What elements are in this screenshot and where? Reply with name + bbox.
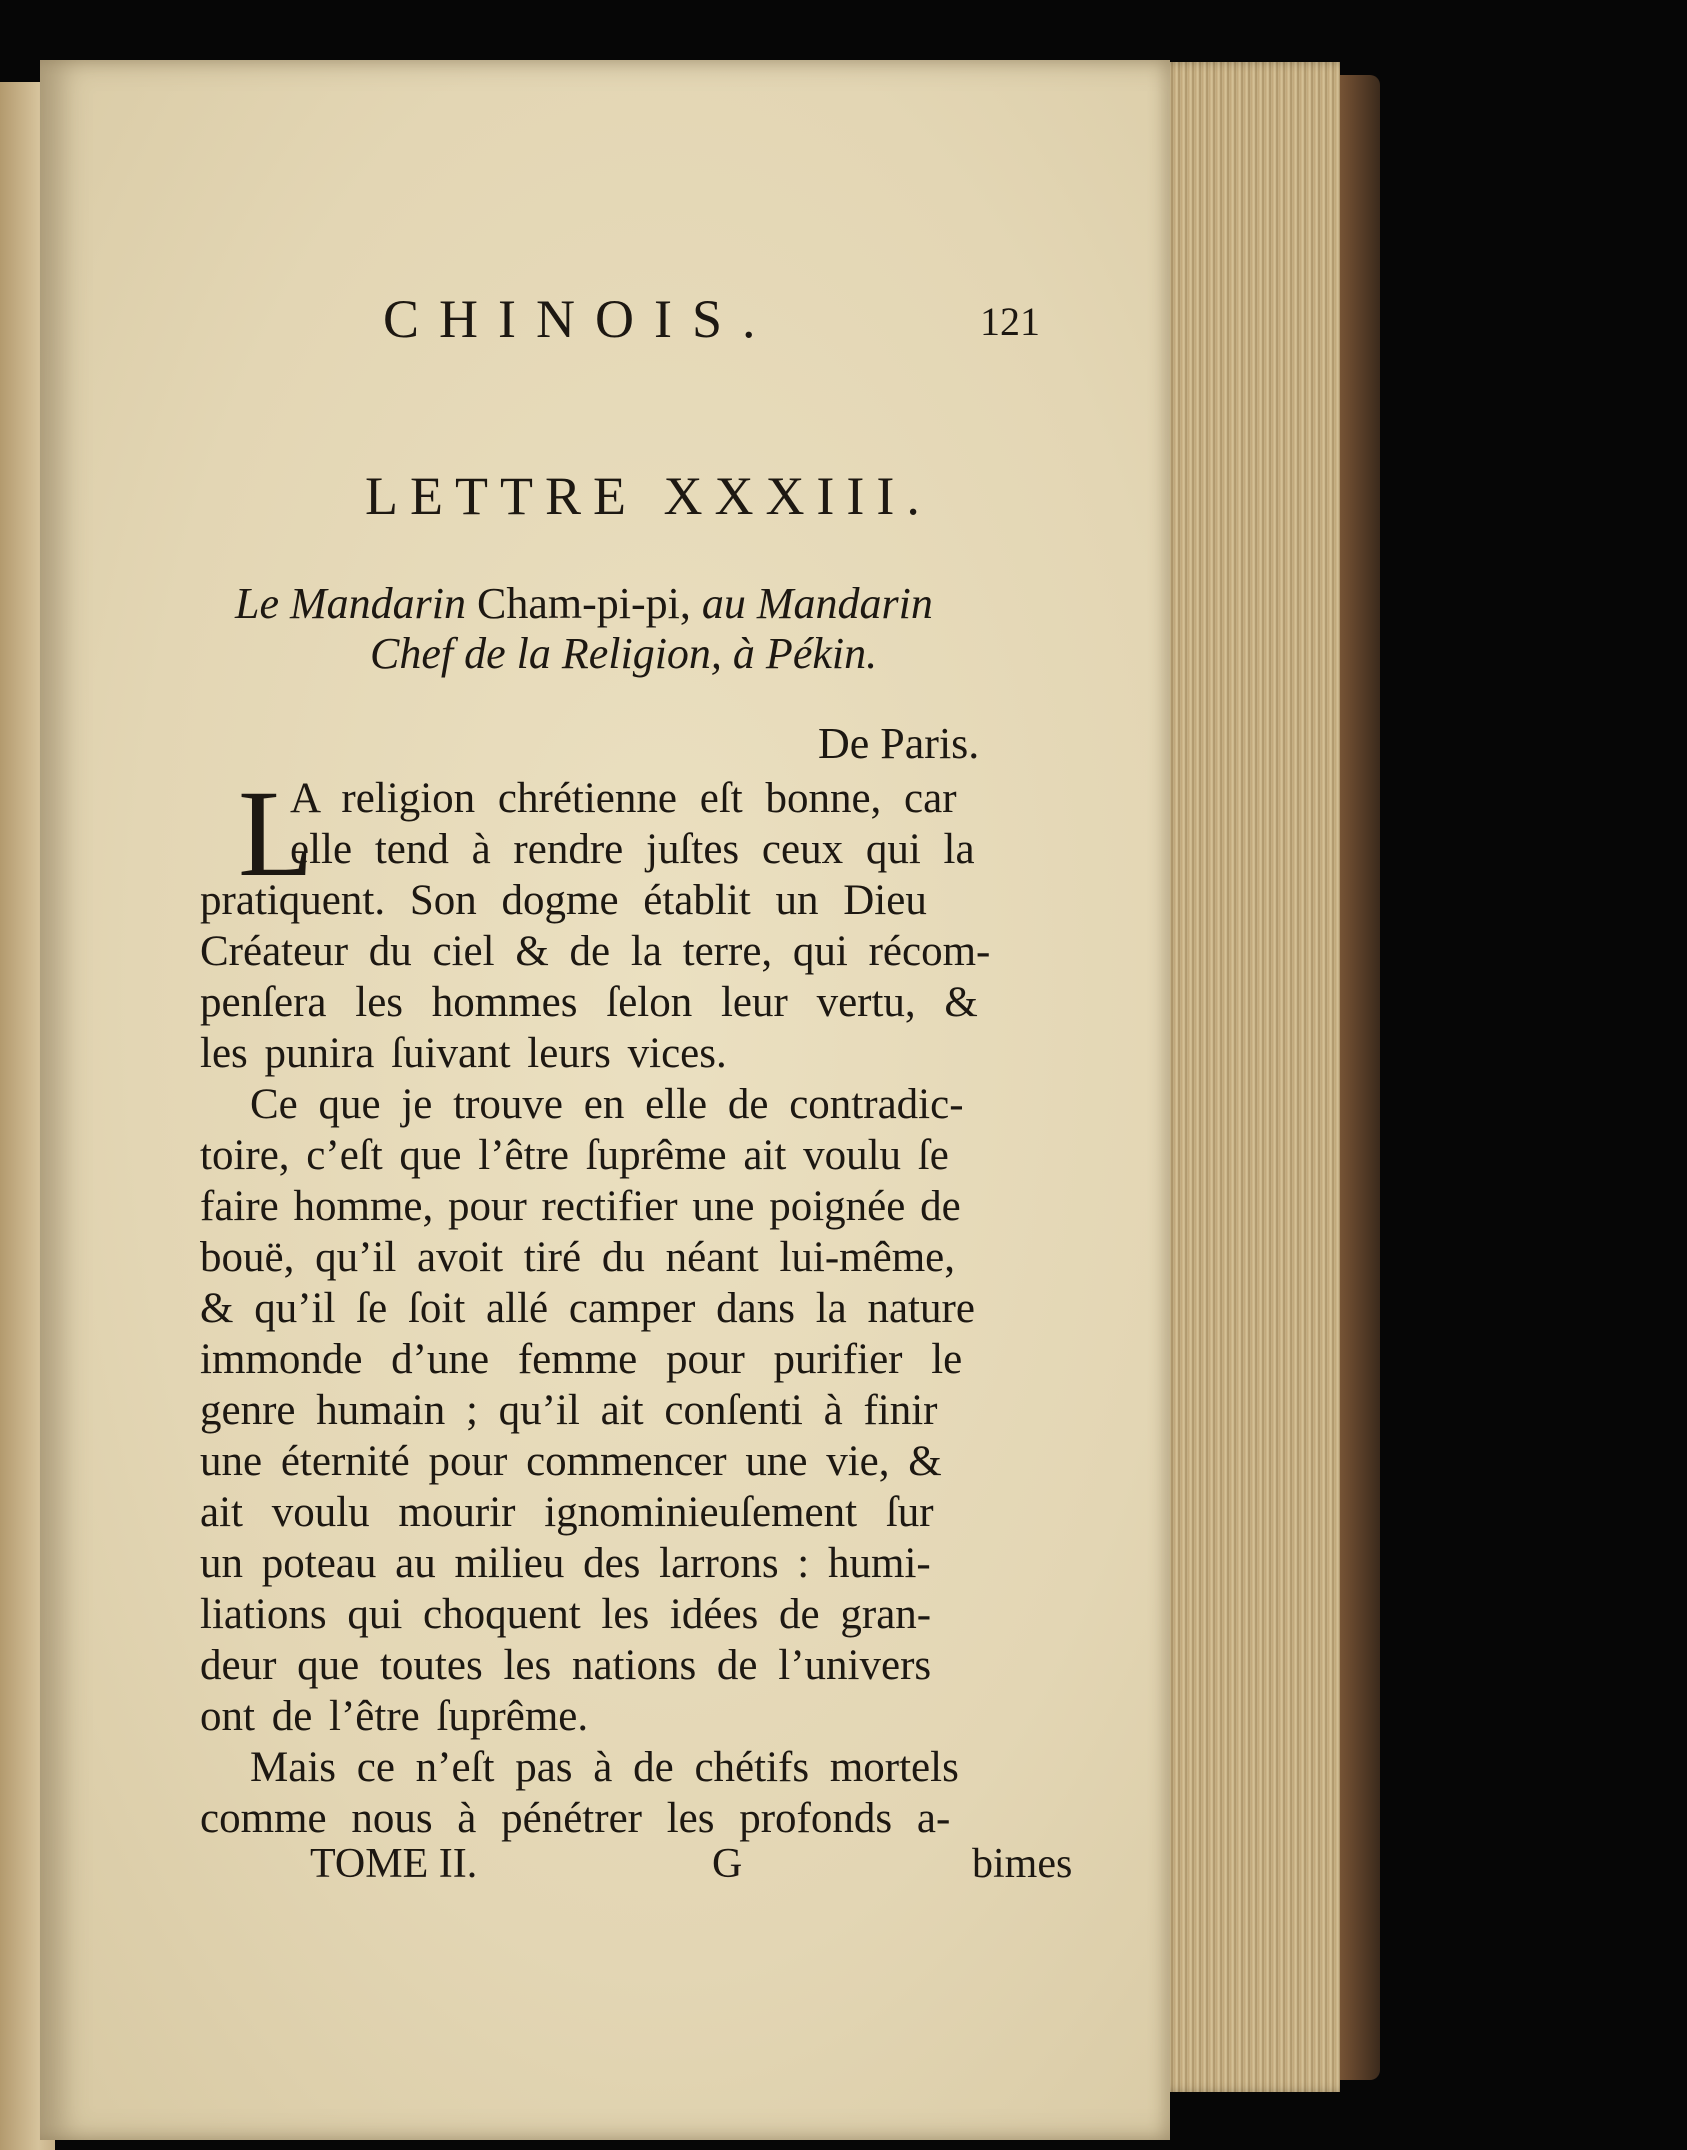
body-line: deur que toutes les nations de l’univers [200, 1642, 932, 1689]
footer-signature: TOME II. [310, 1841, 478, 1887]
body-line: immonde d’une femme pour purifier le [200, 1336, 963, 1383]
address-recipient-title: Chef de la Religion, à Pékin. [370, 629, 878, 678]
body-line: bouë, qu’il avoit tiré du néant lui-même, [200, 1234, 955, 1281]
dateline: De Paris. [818, 719, 980, 768]
footer-catchword: bimes [972, 1841, 1073, 1887]
body-line: faire homme, pour rectifier une poignée de [200, 1183, 961, 1230]
body-line: une éternité pour commencer une vie, & [200, 1438, 942, 1485]
drop-cap: L [238, 765, 314, 902]
body-line: toire, c’eſt que l’être ſuprême ait voulu ſe [200, 1132, 949, 1179]
address-italic-sender: Le Mandarin [235, 579, 466, 628]
body-line: les punira ſuivant leurs vices. [200, 1030, 727, 1077]
body-line: penſera les hommes ſelon leur vertu, & [200, 979, 978, 1026]
body-line: liations qui choquent les idées de gran- [200, 1591, 932, 1638]
body-line: A religion chrétienne eſt bonne, car [290, 775, 957, 822]
body-line: pratiquent. Son dogme établit un Dieu [200, 877, 927, 924]
body-line: & qu’il ſe ſoit allé camper dans la nature [200, 1285, 975, 1332]
body-line: elle tend à rendre juſtes ceux qui la [290, 826, 975, 873]
body-line: Ce que je trouve en elle de contradic- [250, 1081, 964, 1128]
body-line: comme nous à pénétrer les profonds a- [200, 1795, 951, 1842]
letter-heading: LETTRE XXXIII. [365, 466, 932, 526]
body-line: Mais ce n’eſt pas à de chétifs mortels [250, 1744, 959, 1791]
body-line: Créateur du ciel & de la terre, qui récom- [200, 928, 991, 975]
page-stack-edge [1160, 62, 1340, 2092]
page-number: 121 [980, 299, 1040, 344]
address-line-2 [370, 628, 877, 679]
body-line: ait voulu mourir ignominieuſement ſur [200, 1489, 934, 1536]
book-page [40, 60, 1170, 2140]
body-line: un poteau au milieu des larrons : humi- [200, 1540, 931, 1587]
address-sender-name: Cham-pi-pi, [477, 579, 691, 628]
address-line-1 [235, 578, 933, 629]
body-line: genre humain ; qu’il ait conſenti à finir [200, 1387, 938, 1434]
running-head: CHINOIS. [383, 289, 776, 349]
footer-signature-mark: G [712, 1841, 743, 1887]
address-italic-recipient: au Mandarin [701, 579, 933, 628]
body-line: ont de l’être ſuprême. [200, 1693, 589, 1740]
